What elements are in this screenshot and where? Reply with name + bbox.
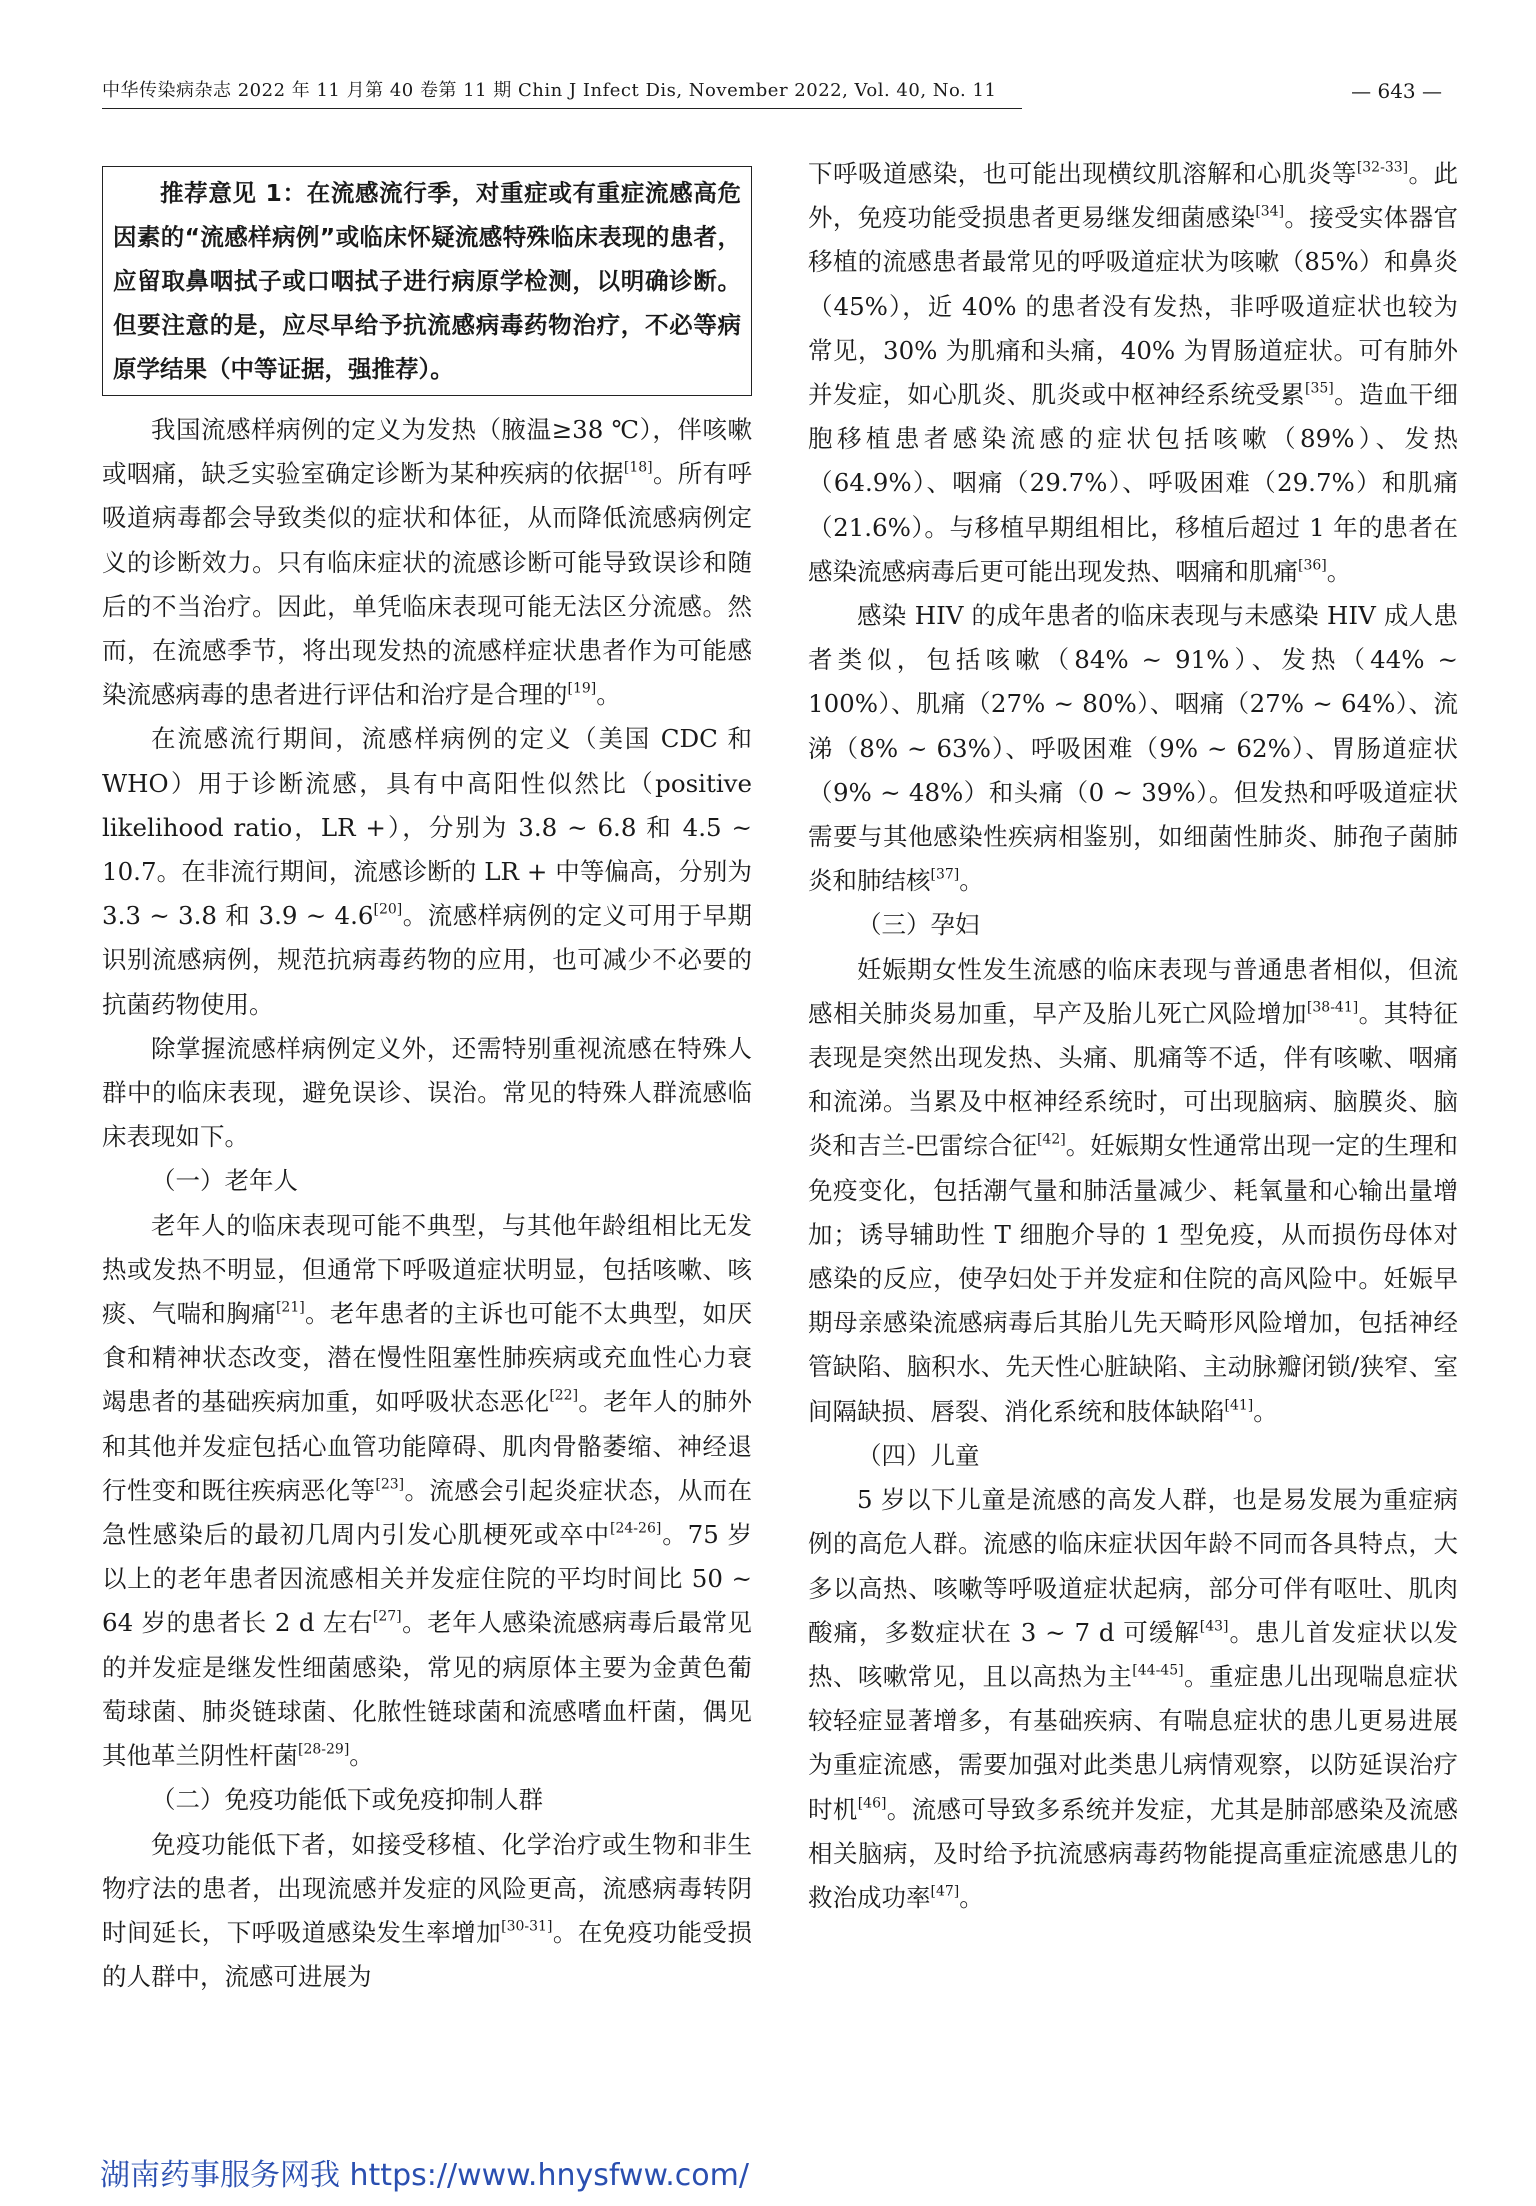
citation: [21] [275, 1299, 305, 1316]
citation: [24-26] [610, 1520, 662, 1537]
section-heading-pregnant: （三）孕妇 [857, 910, 980, 940]
citation: [44-45] [1132, 1662, 1184, 1679]
header-rule [102, 108, 1022, 109]
citation: [27] [372, 1608, 402, 1625]
paragraph: 在流感流行期间，流感样病例的定义（美国 CDC 和 WHO）用于诊断流感，具有中高阳性似然比（positive likelihood ratio，LR +），分别为 3.8 ~ 6.8 和 4.5 ~ 10.7。在非流行期间，流感诊断的 LR + 中等偏高，分别为 3.3 ~ 3.8 和 3.9 ~ 4.6[20]。流感样病例的定义可用于早期识别流感病例，规范抗病毒药物的应用，也可减少不必要的抗菌药物使用。 [102, 724, 753, 1019]
citation: [34] [1255, 203, 1285, 220]
paragraph: 下呼吸道感染，也可能出现横纹肌溶解和心肌炎等[32-33]。此外，免疫功能受损患者更易继发细菌感染[34]。接受实体器官移植的流感患者最常见的呼吸道症状为咳嗽（85%）和鼻炎（45%），近 40% 的患者没有发热，非呼吸道症状也较为常见，30% 为肌痛和头痛，40% 为胃肠道症状。可有肺外并发症，如心肌炎、肌炎或中枢神经系统受累[35]。造血干细胞移植患者感染流感的症状包括咳嗽（89%）、发热（64.9%）、咽痛（29.7%）、呼吸困难（29.7%）和肌痛（21.6%）。与移植早期组相比，移植后超过 1 年的患者在感染流感病毒后更可能出现发热、咽痛和肌痛[36]。 [808, 159, 1459, 586]
paragraph: 感染 HIV 的成年患者的临床表现与未感染 HIV 成人患者类似，包括咳嗽（84% ~ 91%）、发热（44% ~ 100%）、肌痛（27% ~ 80%）、咽痛（27% ~ 64%）、流涕（8% ~ 63%）、呼吸困难（9% ~ 62%）、胃肠道症状（9% ~ 48%）和头痛（0 ~ 39%）。但发热和呼吸道症状需要与其他感染性疾病相鉴别，如细菌性肺炎、肺孢子菌肺炎和肺结核[37]。 [808, 601, 1458, 896]
paragraph: 5 岁以下儿童是流感的高发人群，也是易发展为重症病例的高危人群。流感的临床症状因年龄不同而各具特点，大多以高热、咳嗽等呼吸道症状起病，部分可伴有呕吐、肌肉酸痛，多数症状在 3 ~ 7 d 可缓解[43]。患儿首发症状以发热、咳嗽常见，且以高热为主[44-45]。重症患儿出现喘息症状较轻症显著增多，有基础疾病、有喘息症状的患儿更易进展为重症流感，需要加强对此类患儿病情观察，以防延误治疗时机[46]。流感可导致多系统并发症，尤其是肺部感染及流感相关脑病，及时给予抗流感病毒药物能提高重症流感患儿的救治成功率[47]。 [808, 1485, 1459, 1912]
citation: [35] [1305, 380, 1334, 397]
citation: [43] [1199, 1618, 1229, 1635]
section-heading-children: （四）儿童 [857, 1440, 980, 1470]
paragraph: 老年人的临床表现可能不典型，与其他年龄组相比无发热或发热不明显，但通常下呼吸道症状明显，包括咳嗽、咳痰、气喘和胸痛[21]。老年患者的主诉也可能不太典型，如厌食和精神状态改变，潜在慢性阻塞性肺疾病或充血性心力衰竭患者的基础疾病加重，如呼吸状态恶化[22]。老年人的肺外和其他并发症包括心血管功能障碍、肌肉骨骼萎缩、神经退行性变和既往疾病恶化等[23]。流感会引起炎症状态，从而在急性感染后的最初几周内引发心肌梗死或卒中[24-26]。75 岁以上的老年患者因流感相关并发症住院的平均时间比 50 ~ 64 岁的患者长 2 d 左右[27]。老年人感染流感病毒后最常见的并发症是继发性细菌感染，常见的病原体主要为金黄色葡萄球菌、肺炎链球菌、化脓性链球菌和流感嗜血杆菌，偶见其他革兰阴性杆菌[28-29]。 [102, 1210, 753, 1771]
journal-citation: 中华传染病杂志 2022 年 11 月第 40 卷第 11 期 Chin J Infect Dis, November 2022, Vol. 40, No. 11 [102, 80, 997, 101]
left-column [102, 152, 752, 1999]
citation: [41] [1224, 1397, 1254, 1414]
citation: [42] [1036, 1131, 1066, 1148]
paragraph: 妊娠期女性发生流感的临床表现与普通患者相似，但流感相关肺炎易加重，早产及胎儿死亡风险增加[38-41]。其特征表现是突然出现发热、头痛、肌痛等不适，伴有咳嗽、咽痛和流涕。当累及中枢神经系统时，可出现脑病、脑膜炎、脑炎和吉兰-巴雷综合征[42]。妊娠期女性通常出现一定的生理和免疫变化，包括潮气量和肺活量减少、耗氧量和心输出量增加；诱导辅助性 T 细胞介导的 1 型免疫，从而损伤母体对感染的反应，使孕妇处于并发症和住院的高风险中。妊娠早期母亲感染流感病毒后其胎儿先天畸形风险增加，包括神经管缺陷、脑积水、先天性心脏缺陷、主动脉瓣闭锁/狭窄、室间隔缺损、唇裂、消化系统和肢体缺陷[41]。 [808, 954, 1459, 1426]
citation: [47] [930, 1883, 960, 1900]
citation: [28-29] [298, 1741, 350, 1758]
running-header [102, 74, 1442, 108]
citation: [32-33] [1356, 159, 1409, 176]
page-number: — 643 — [1351, 79, 1442, 103]
paragraph: 我国流感样病例的定义为发热（腋温≥38 ℃），伴咳嗽或咽痛，缺乏实验室确定诊断为某种疾病的依据[18]。所有呼吸道病毒都会导致类似的症状和体征，从而降低流感病例定义的诊断效力。只有临床症状的流感诊断可能导致误诊和随后的不当治疗。因此，单凭临床表现可能无法区分流感。然而，在流感季节，将出现发热的流感样症状患者作为可能感染流感病毒的患者进行评估和治疗是合理的[19]。 [102, 415, 753, 710]
citation: [18] [623, 459, 653, 476]
paragraph: 除掌握流感样病例定义外，还需特别重视流感在特殊人群中的临床表现，避免误诊、误治。常见的特殊人群流感临床表现如下。 [102, 1033, 752, 1152]
right-column [808, 152, 1458, 1920]
citation: [19] [567, 680, 597, 697]
recommendation-box: 推荐意见 1：在流感流行季，对重症或有重症流感高危因素的“流感样病例”或临床怀疑流感特殊临床表现的患者，应留取鼻咽拭子或口咽拭子进行病原学检测，以明确诊断。但要注意的是，应尽早给予抗流感病毒药物治疗，不必等病原学结果（中等证据，强推荐）。 [102, 166, 752, 396]
citation: [20] [373, 901, 403, 918]
citation: [23] [375, 1476, 405, 1493]
section-heading-immunocompromised: （二）免疫功能低下或免疫抑制人群 [151, 1785, 543, 1815]
citation: [38-41] [1306, 999, 1359, 1016]
citation: [37] [930, 866, 960, 883]
citation: [22] [549, 1387, 579, 1404]
section-heading-elderly: （一）老年人 [151, 1166, 298, 1196]
citation: [36] [1298, 557, 1327, 574]
watermark-link[interactable]: 湖南药事服务网我 https://www.hnysfww.com/ [100, 2158, 749, 2193]
citation: [46] [857, 1795, 887, 1812]
paragraph: 免疫功能低下者，如接受移植、化学治疗或生物和非生物疗法的患者，出现流感并发症的风险更高，流感病毒转阴时间延长，下呼吸道感染发生率增加[30-31]。在免疫功能受损的人群中，流感可进展为 [102, 1829, 753, 1992]
citation: [30-31] [501, 1918, 553, 1935]
